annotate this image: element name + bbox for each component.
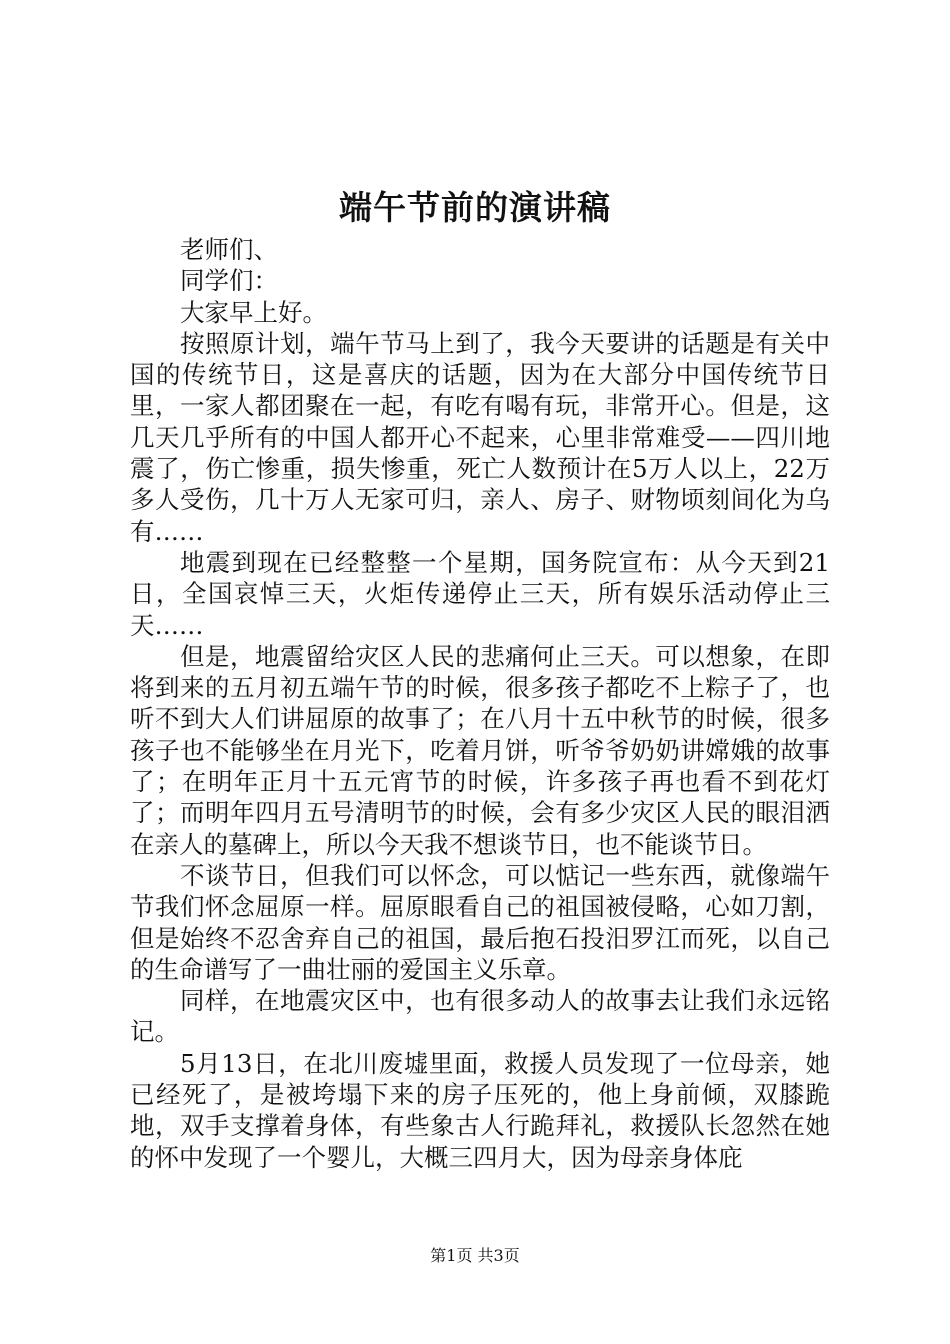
document-body <box>130 234 830 1173</box>
paragraph-1: 按照原计划，端午节马上到了，我今天要讲的话题是有关中国的传统节日，这是喜庆的话题，因为在大部分中国传统节日里，一家人都团聚在一起，有吃有喝有玩，非常开心。但是，这几天几乎所有的中国人都开心不起来，心里非常难受——四川地震了，伤亡惨重，损失惨重，死亡人数预计在5万人以上，22万多人受伤，几十万人无家可归，亲人、房子、财物顷刻间化为乌有…… <box>130 328 830 546</box>
paragraph-5: 同样，在地震灾区中，也有很多动人的故事去让我们永远铭记。 <box>130 986 830 1047</box>
document-title: 端午节前的演讲稿 <box>339 188 611 227</box>
page-footer: 第1页 共3页 <box>430 1246 520 1265</box>
paragraph-4: 不谈节日，但我们可以怀念，可以惦记一些东西，就像端午节我们怀念屈原一样。屈原眼看自己的祖国被侵略，心如刀割，但是始终不忍舍弃自己的祖国，最后抱石投汨罗江而死，以自己的生命谱写了一曲壮丽的爱国主义乐章。 <box>130 860 830 984</box>
paragraph-3: 但是，地震留给灾区人民的悲痛何止三天。可以想象，在即将到来的五月初五端午节的时候，很多孩子都吃不上粽子了，也听不到大人们讲屈原的故事了；在八月十五中秋节的时候，很多孩子也不能够坐在月光下，吃着月饼，听爷爷奶奶讲嫦娥的故事了；在明年正月十五元宵节的时候，许多孩子再也看不到花灯了；而明年四月五号清明节的时候，会有多少灾区人民的眼泪洒在亲人的墓碑上，所以今天我不想谈节日，也不能谈节日。 <box>130 641 830 859</box>
paragraph-2: 地震到现在已经整整一个星期，国务院宣布：从今天到21日，全国哀悼三天，火炬传递停止三天，所有娱乐活动停止三天…… <box>130 547 830 640</box>
greeting: 大家早上好。 <box>180 297 327 327</box>
salutation-teachers: 老师们、 <box>180 235 278 264</box>
paragraph-6: 5月13日，在北川废墟里面，救援人员发现了一位母亲，她已经死了，是被垮塌下来的房子压死的，他上身前倾，双膝跪地，双手支撑着身体，有些象古人行跪拜礼，救援队长忽然在她的怀中发现了一个婴儿，大概三四月大，因为母亲身体庇 <box>130 1048 830 1172</box>
salutation-students: 同学们： <box>180 266 278 296</box>
